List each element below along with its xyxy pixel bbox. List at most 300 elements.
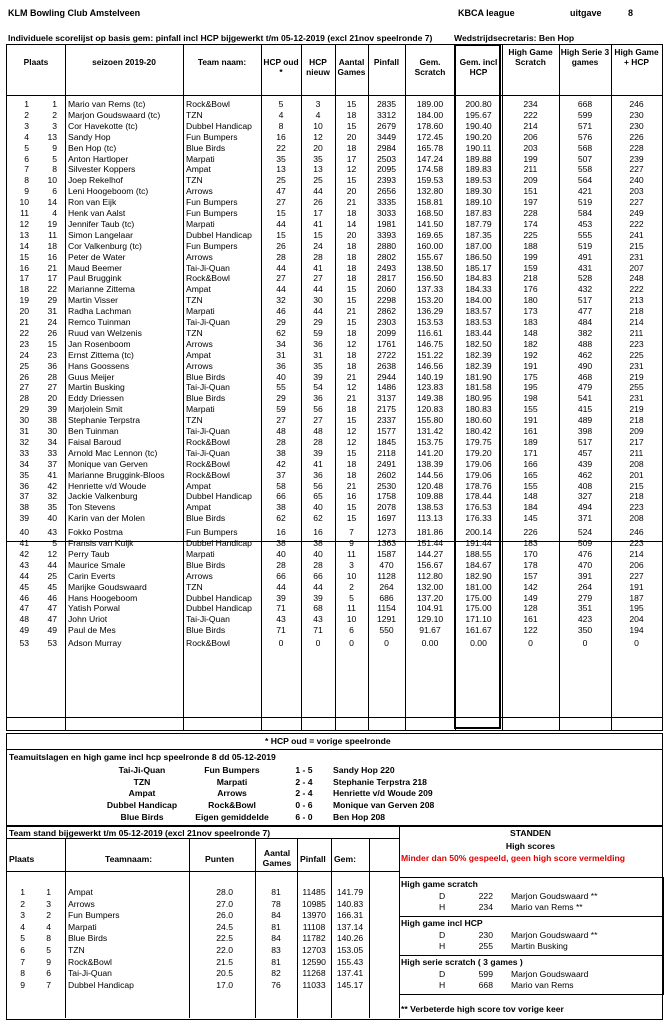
team-name: Rock&Bowl (186, 273, 230, 284)
standings-rank: 9 (20, 979, 25, 990)
player-name: Fransis van Kuijk (68, 538, 134, 548)
high-game-scratch: 128 (523, 603, 538, 614)
hcp-nieuw: 44 (313, 306, 323, 317)
high-serie: 350 (577, 625, 593, 636)
table-row (7, 132, 662, 143)
gem-hcp: 188.55 (465, 548, 492, 559)
standings-rank: 3 (20, 910, 25, 921)
gem-hcp: 178.76 (465, 480, 492, 491)
player-name: Eddy Driessen (68, 393, 124, 404)
standings-prev-rank: 1 (46, 887, 51, 897)
high-serie: 421 (577, 186, 593, 197)
team-results-title: Teamuitslagen en high game incl hcp speelronde 8 dd 05-12-2019 (9, 752, 276, 762)
hcp-nieuw: 24 (313, 240, 323, 251)
pinfall: 2602 (376, 469, 397, 480)
high-serie: 423 (577, 614, 593, 625)
prev-rank: 47 (47, 603, 57, 614)
table-row (7, 638, 662, 649)
player-name: Hans Goossens (68, 360, 130, 371)
team-name: Dubbel Handicap (186, 603, 252, 614)
high-score-row (399, 941, 662, 953)
standings-col-team: Teamnaam: (105, 854, 153, 864)
games: 18 (346, 469, 357, 480)
standings-row (7, 899, 397, 911)
pinfall: 2679 (376, 120, 397, 131)
high-game-hcp: 203 (629, 186, 644, 197)
table-row (7, 393, 662, 404)
gem-scratch: 146.75 (416, 338, 444, 349)
high-serie: 264 (577, 581, 593, 592)
games: 20 (346, 131, 357, 142)
pinfall: 1154 (377, 603, 396, 614)
col-team: Team naam: (197, 57, 247, 67)
games: 3 (349, 559, 354, 570)
gem-scratch: 160.00 (416, 240, 444, 251)
pinfall: 1291 (376, 614, 397, 625)
pinfall: 3335 (376, 197, 397, 208)
standings-points: 26.0 (216, 910, 233, 921)
prev-rank: 47 (47, 614, 57, 625)
team-results (6, 749, 663, 826)
hcp-nieuw: 28 (313, 559, 323, 570)
player-name: Ron van Eijk (68, 197, 117, 208)
high-game-scratch: 206 (523, 131, 538, 142)
games: 18 (346, 458, 357, 469)
player-name: Ben Hop (tc) (68, 142, 117, 153)
rank: 34 (19, 458, 29, 469)
table-row (7, 110, 662, 121)
player-name: Marianne Bruggink-Bloos (68, 469, 165, 480)
gem-hcp: 189.53 (465, 175, 492, 186)
prev-rank: 1 (52, 99, 57, 109)
pinfall: 1697 (376, 513, 397, 524)
pinfall: 550 (379, 625, 394, 636)
standings-games: 83 (271, 945, 281, 955)
prev-rank: 31 (47, 306, 57, 317)
player-name: Perry Taub (68, 548, 110, 559)
high-score-player: Marjon Goudswaard ** (511, 891, 598, 901)
match-score: 0 - 6 (295, 800, 313, 811)
gem-scratch: 137.33 (416, 284, 444, 295)
team-name: Arrows (186, 251, 213, 262)
gem-scratch: 151.22 (416, 349, 444, 360)
pinfall: 686 (379, 592, 394, 603)
prev-rank: 49 (47, 625, 57, 636)
rank: 26 (19, 371, 29, 382)
games: 6 (349, 625, 354, 636)
high-game-scratch: 155 (523, 480, 538, 491)
games: 18 (346, 251, 357, 262)
prev-rank: 8 (52, 164, 57, 175)
high-game-hcp: 215 (629, 480, 644, 491)
pinfall: 2802 (376, 251, 397, 262)
gem-scratch: 168.50 (416, 208, 444, 218)
gem-hcp: 0.00 (470, 638, 487, 649)
hcp-oud: 27 (276, 197, 286, 208)
standings-pinfall: 11782 (302, 933, 326, 944)
high-serie: 517 (577, 436, 593, 447)
col-hcp-oud: HCP oud * (263, 57, 299, 77)
hcp-nieuw: 13 (313, 164, 323, 175)
pinfall: 2095 (376, 164, 397, 175)
standings-col-gem: Gem: (334, 854, 356, 864)
hcp-oud: 47 (276, 186, 286, 197)
team-name: TZN (186, 175, 203, 186)
high-game-scratch: 209 (523, 175, 538, 186)
high-game-scratch: 166 (523, 458, 538, 469)
hcp-oud: 16 (276, 131, 286, 142)
high-game-hcp: 214 (629, 548, 644, 559)
games: 18 (346, 349, 357, 360)
games: 15 (346, 513, 357, 524)
gem-hcp: 183.57 (465, 306, 492, 317)
col-high-serie: High Serie 3 games (560, 47, 610, 67)
prev-rank: 24 (47, 317, 57, 327)
standings-points: 17.0 (216, 979, 233, 990)
table-row (7, 481, 662, 492)
team-name: Fun Bumpers (186, 131, 238, 142)
table-row (7, 470, 662, 481)
standings-row (7, 945, 397, 957)
team-name: Fun Bumpers (186, 240, 238, 251)
high-serie: 382 (577, 327, 593, 338)
rank: 7 (24, 164, 29, 175)
standings-pinfall: 11268 (302, 968, 326, 979)
rank: 47 (19, 603, 29, 614)
table-row (7, 491, 662, 502)
table-row (7, 99, 662, 110)
high-game-hcp: 239 (629, 153, 644, 164)
player-name: Jan Rosenboom (68, 338, 131, 349)
prev-rank: 30 (47, 426, 57, 436)
games: 20 (346, 186, 357, 197)
hcp-oud: 62 (276, 513, 286, 524)
high-score-value: 668 (478, 980, 493, 990)
away-team: Rock&Bowl (208, 800, 256, 811)
rank: 21 (19, 317, 29, 327)
table-row (7, 252, 662, 263)
standings-pinfall: 11108 (302, 921, 326, 932)
high-serie: 584 (577, 208, 593, 218)
team-name: Arrows (186, 360, 213, 371)
gem-scratch: 137.20 (416, 592, 444, 603)
standings-row (7, 980, 397, 992)
high-serie: 457 (577, 447, 593, 458)
high-score-warning: Minder dan 50% gespeeld, geen high score vermelding (401, 853, 625, 863)
standings-games: 81 (271, 887, 281, 897)
player-name: Maud Beemer (68, 262, 122, 273)
gender-label: D (439, 891, 446, 901)
high-game-scratch: 184 (523, 502, 538, 513)
gem-scratch: 169.65 (416, 229, 444, 240)
hcp-oud: 38 (276, 502, 286, 513)
team-name: Fun Bumpers (186, 197, 238, 208)
team-name: Rock&Bowl (186, 436, 230, 447)
table-row (7, 175, 662, 186)
high-game-hcp: 207 (629, 262, 644, 273)
gem-scratch: 189.00 (416, 99, 444, 109)
high-serie: 541 (577, 393, 593, 404)
team-name: Tai-Ji-Quan (186, 426, 230, 436)
player-name: Henriette v/d Woude (68, 480, 147, 491)
pinfall: 1577 (376, 426, 397, 436)
hcp-nieuw: 44 (313, 186, 323, 197)
player-name: Maurice Smale (68, 559, 126, 570)
pinfall: 3312 (376, 109, 397, 120)
table-row (7, 560, 662, 571)
games: 18 (346, 208, 357, 218)
score-table (6, 44, 663, 731)
gem-hcp: 187.00 (465, 240, 492, 251)
high-game-hcp: 204 (629, 614, 644, 625)
games: 12 (346, 382, 357, 393)
high-serie: 0 (582, 638, 588, 649)
high-serie: 555 (577, 229, 593, 240)
pinfall: 3449 (376, 131, 397, 142)
prev-rank: 34 (47, 436, 57, 447)
pinfall: 2944 (376, 371, 397, 382)
player-name: Henk van Aalst (68, 208, 126, 218)
hcp-oud: 36 (276, 360, 286, 371)
standings-games: 81 (271, 956, 281, 967)
high-game-scratch: 234 (523, 99, 538, 109)
rank: 6 (24, 153, 29, 164)
high-serie: 491 (577, 251, 593, 262)
high-game-hcp: 231 (629, 251, 644, 262)
standings-gem: 140.83 (336, 898, 364, 909)
player-name: Anton Hartloper (68, 153, 129, 164)
hcp-oud: 37 (276, 469, 286, 480)
league-name: KBCA league (458, 8, 515, 18)
high-game-scratch: 188 (523, 240, 538, 251)
player-name: Ernst Zittema (tc) (68, 349, 134, 360)
high-serie: 564 (577, 175, 593, 186)
rank: 9 (24, 186, 29, 197)
high-serie-scratch-title: High serie scratch ( 3 games ) (401, 957, 523, 967)
table-row (7, 361, 662, 372)
gem-hcp: 179.06 (465, 458, 492, 469)
pinfall: 2503 (376, 153, 397, 164)
rank: 25 (19, 360, 29, 371)
standings-rank: 4 (20, 921, 25, 932)
high-game-hcp: 240 (629, 175, 644, 186)
gem-hcp: 195.67 (465, 109, 492, 120)
team-name: Dubbel Handicap (186, 229, 252, 240)
high-game-player: Monique van Gerven 208 (333, 800, 435, 811)
prev-rank: 2 (52, 109, 57, 120)
prev-rank: 6 (52, 186, 57, 197)
team-name: Blue Birds (186, 625, 226, 636)
high-game-player: Sandy Hop 220 (333, 765, 395, 775)
high-game-hcp: 211 (629, 447, 644, 458)
high-game-scratch: 171 (523, 447, 538, 458)
gem-scratch: 181.86 (416, 527, 444, 538)
table-row (7, 284, 662, 295)
gem-scratch: 155.80 (416, 415, 444, 426)
team-name: Rock&Bowl (186, 638, 230, 649)
gem-hcp: 187.83 (465, 208, 492, 218)
high-game-hcp: 213 (629, 295, 644, 306)
high-game-scratch: 197 (523, 197, 538, 208)
gem-scratch: 129.10 (416, 614, 444, 625)
high-game-hcp-title: High game incl HCP (401, 918, 483, 928)
standings-rank: 7 (20, 956, 25, 967)
subtitle-left: Individuele scorelijst op basis gem: pinfall incl HCP bijgewerkt t/m 05-12-2019 (excl 21nov speelronde 7) (8, 33, 433, 43)
prev-rank: 10 (47, 175, 57, 186)
team-name: Blue Birds (186, 371, 226, 382)
standings-points: 20.5 (216, 968, 233, 979)
team-name: TZN (186, 109, 203, 120)
high-game-scratch: 149 (523, 592, 538, 603)
player-name: Simon Langelaar (68, 229, 133, 240)
pinfall: 2303 (376, 317, 397, 327)
rank: 10 (19, 197, 29, 208)
high-game-scratch: 145 (523, 513, 538, 524)
hcp-nieuw: 41 (313, 458, 323, 469)
gem-hcp: 186.50 (465, 251, 492, 262)
games: 15 (346, 175, 357, 186)
games: 17 (346, 153, 357, 164)
games: 7 (349, 527, 354, 538)
gem-scratch: 91.67 (419, 625, 441, 636)
rank: 35 (19, 469, 29, 480)
player-name: Fokko Postma (68, 527, 123, 538)
table-row (7, 415, 662, 426)
standings-pinfall: 10985 (302, 898, 326, 909)
high-game-scratch: 211 (523, 164, 538, 175)
match-score: 1 - 5 (295, 765, 313, 775)
hcp-oud: 46 (276, 306, 286, 317)
high-game-hcp: 218 (629, 491, 644, 502)
gender-label: D (439, 969, 446, 979)
player-name: Paul de Mes (68, 625, 116, 636)
player-name: Martin Busking (68, 382, 125, 393)
high-game-player: Stephanie Terpstra 218 (333, 776, 427, 787)
team-result-row (7, 812, 662, 824)
team-name: Tai-Ji-Quan (186, 614, 230, 625)
high-game-scratch: 214 (523, 120, 538, 131)
gem-hcp: 184.83 (465, 273, 492, 284)
gem-hcp: 181.00 (465, 581, 492, 592)
team-standings (6, 826, 663, 1020)
high-serie: 453 (577, 218, 593, 229)
pinfall: 2491 (376, 458, 397, 469)
high-game-scratch: 175 (523, 371, 538, 382)
hcp-nieuw: 71 (313, 625, 323, 636)
hcp-nieuw: 17 (313, 208, 323, 218)
pinfall: 2337 (376, 415, 397, 426)
team-name: Marpati (186, 306, 215, 317)
table-row (7, 437, 662, 448)
hcp-nieuw: 15 (313, 229, 323, 240)
gem-scratch: 112.80 (417, 570, 443, 581)
standings-rank: 1 (20, 887, 25, 897)
table-row (7, 582, 662, 593)
high-game-scratch: 198 (523, 393, 538, 404)
team-name: Tai-Ji-Quan (186, 262, 230, 273)
high-game-scratch: 191 (523, 360, 538, 371)
hcp-nieuw: 39 (313, 447, 323, 458)
away-team: Arrows (217, 788, 247, 799)
high-game-hcp: 246 (629, 527, 644, 538)
prev-rank: 46 (47, 592, 57, 603)
games: 21 (346, 393, 357, 404)
table-row (7, 614, 662, 625)
hcp-oud: 32 (276, 295, 286, 306)
gem-hcp: 178.44 (465, 491, 492, 502)
rank: 30 (19, 415, 29, 426)
high-serie: 517 (577, 295, 593, 306)
high-game-player: Ben Hop 208 (333, 811, 386, 822)
rank: 32 (19, 436, 29, 447)
standings-points: 22.5 (216, 933, 233, 944)
pinfall: 1273 (376, 527, 397, 538)
team-result-row (7, 800, 662, 812)
player-name: Silvester Koppers (68, 164, 136, 175)
high-game-hcp: 219 (629, 371, 644, 382)
games: 15 (346, 99, 357, 109)
team-name: Dubbel Handicap (186, 491, 252, 502)
team-result-row (7, 765, 662, 777)
rank: 15 (19, 251, 29, 262)
away-team: Fun Bumpers (204, 765, 260, 775)
high-serie: 351 (577, 603, 593, 614)
gem-hcp: 179.06 (465, 469, 492, 480)
gem-scratch: 109.88 (416, 491, 444, 502)
standings-row (7, 933, 397, 945)
standings-team: Marpati (68, 921, 97, 932)
player-name: Ben Tuinman (68, 426, 119, 436)
high-game-hcp: 194 (629, 625, 644, 636)
table-row (7, 625, 662, 636)
player-name: Martin Visser (68, 295, 118, 306)
gem-scratch: 138.39 (416, 458, 444, 469)
gem-scratch: 144.27 (416, 548, 444, 559)
rank: 23 (19, 338, 29, 349)
table-row (7, 372, 662, 383)
hcp-oud: 59 (276, 404, 286, 415)
gem-scratch: 120.83 (416, 404, 444, 415)
standings-pinfall: 13970 (302, 910, 326, 921)
prev-rank: 26 (47, 327, 57, 338)
games: 12 (346, 338, 357, 349)
hcp-nieuw: 4 (315, 109, 321, 120)
hcp-nieuw: 31 (313, 349, 323, 360)
high-serie: 408 (577, 480, 593, 491)
gem-scratch: 146.56 (416, 360, 444, 371)
high-score-player: Martin Busking (511, 941, 568, 951)
standings-prev-rank: 6 (46, 968, 51, 979)
gem-hcp: 184.33 (465, 284, 492, 295)
prev-rank: 19 (47, 218, 57, 229)
hcp-nieuw: 36 (313, 469, 323, 480)
high-game-hcp: 223 (629, 538, 644, 548)
high-game-hcp: 227 (629, 164, 644, 175)
gem-hcp: 182.50 (465, 338, 492, 349)
high-score-player: Mario van Rems ** (511, 902, 583, 912)
table-row (7, 426, 662, 437)
hcp-oud: 27 (276, 415, 286, 426)
table-row (7, 350, 662, 361)
high-game-hcp: 214 (629, 317, 644, 327)
table-row (7, 603, 662, 614)
prev-rank: 17 (47, 273, 57, 284)
hcp-nieuw: 59 (313, 327, 323, 338)
high-serie: 507 (577, 153, 593, 164)
standings-team: Rock&Bowl (68, 956, 112, 967)
home-team: Ampat (128, 788, 156, 799)
player-name: Guus Meijer (68, 371, 115, 382)
